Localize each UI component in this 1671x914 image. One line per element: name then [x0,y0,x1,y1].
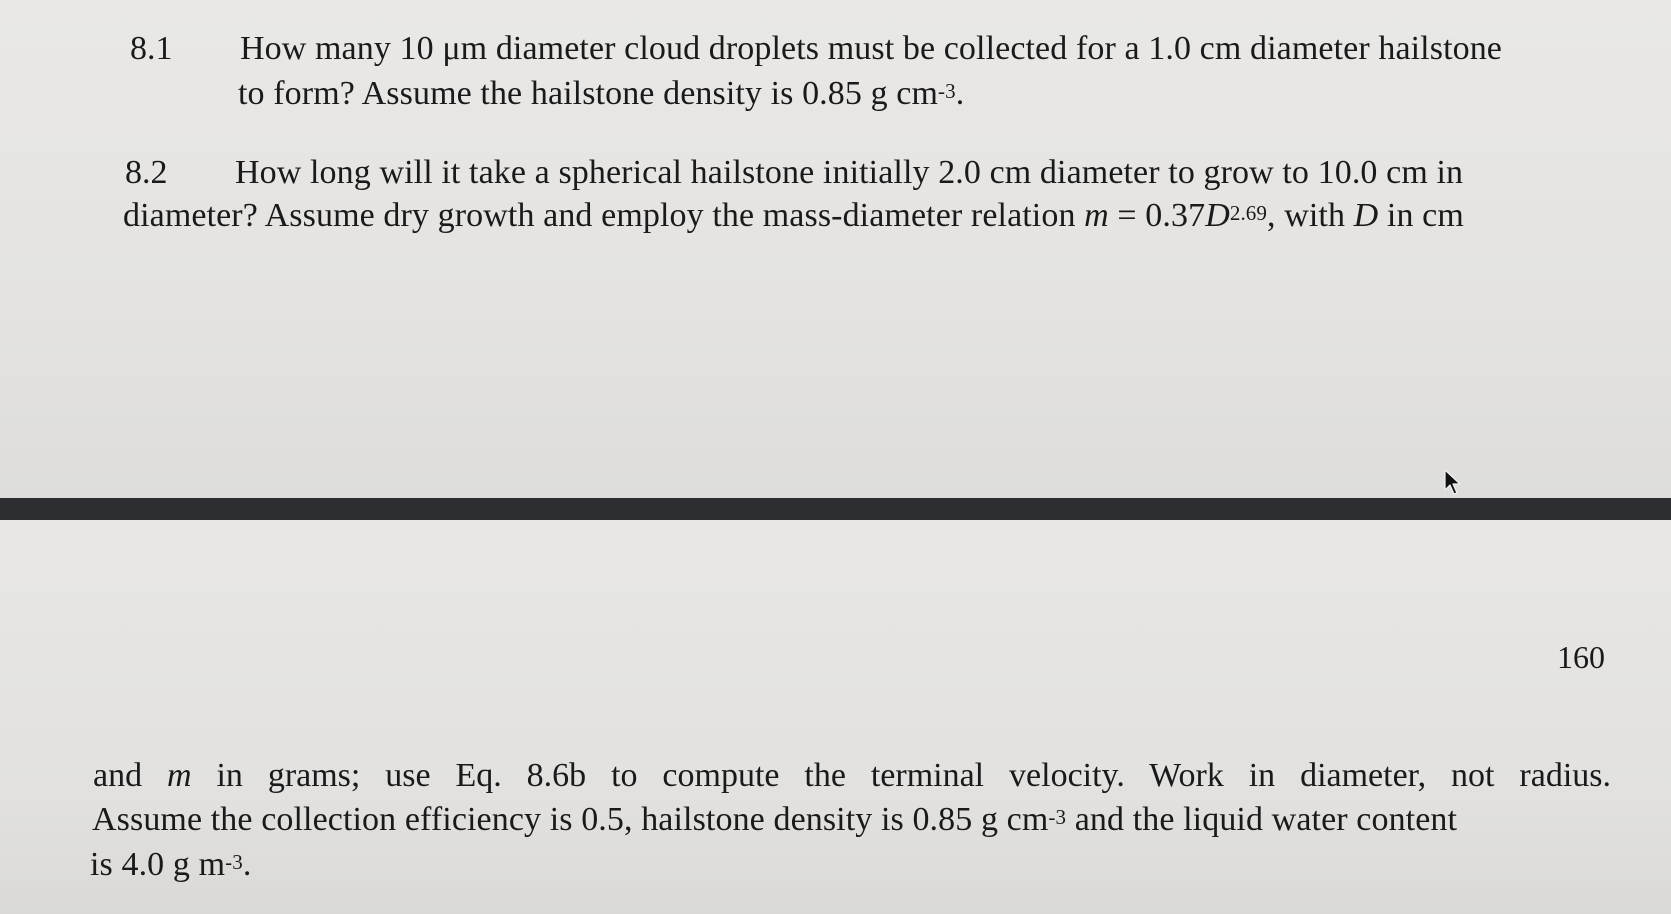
problem-8-2-line-1: How long will it take a spherical hailstone initially 2.0 cm diameter to grow to 10.0 cm in [235,154,1464,191]
problem-8-1-number: 8.1 [130,30,173,67]
problem-8-2-number: 8.2 [125,154,168,191]
problem-8-2-line-2 [123,196,1464,236]
density-exponent: -3 [1048,805,1067,829]
page-number: 160 [1557,639,1605,675]
problem-8-1-line-2 [238,74,964,114]
problem-8-1-line-1: How many 10 μm diameter cloud droplets must be collected for a 1.0 cm diameter hailstone [240,30,1503,67]
variable-D-units: D [1353,197,1379,234]
continuation-line-3 [90,845,251,885]
equation-exponent: 2.69 [1229,201,1267,225]
variable-D: D [1205,197,1230,234]
equation-coefficient: = 0.37 [1108,197,1206,234]
continuation-line-2-text: Assume the collection efficiency is 0.5, hailstone density is 0.85 g cm [92,801,1049,838]
problem-8-2-line-2-end: in cm [1378,197,1464,234]
lwc-exponent: -3 [225,850,243,874]
continuation-line-1-start: and [93,757,167,794]
problem-8-2-line-2-text: diameter? Assume dry growth and employ the mass-diameter relation [123,197,1085,234]
continuation-line-1-text: in grams; use Eq. 8.6b to compute the terminal velocity. Work in diameter, not radius. [191,757,1611,794]
mouse-pointer-icon [1443,468,1467,496]
continuation-line-3-end: . [242,846,252,883]
variable-m-grams: m [167,757,192,794]
problem-8-2-line-2-mid: , with [1267,197,1354,234]
problem-8-1-line-2-end: . [955,75,965,112]
continuation-line-1 [93,756,1611,796]
variable-m: m [1084,197,1109,234]
continuation-line-2-end: and the liquid water content [1066,801,1458,838]
continuation-line-3-text: is 4.0 g m [90,846,226,883]
problem-8-1-line-2-text: to form? Assume the hailstone density is 0.85 g cm [238,75,939,112]
page-divider [0,498,1671,520]
continuation-line-2 [92,800,1457,840]
problem-8-1-exponent: -3 [938,79,956,103]
